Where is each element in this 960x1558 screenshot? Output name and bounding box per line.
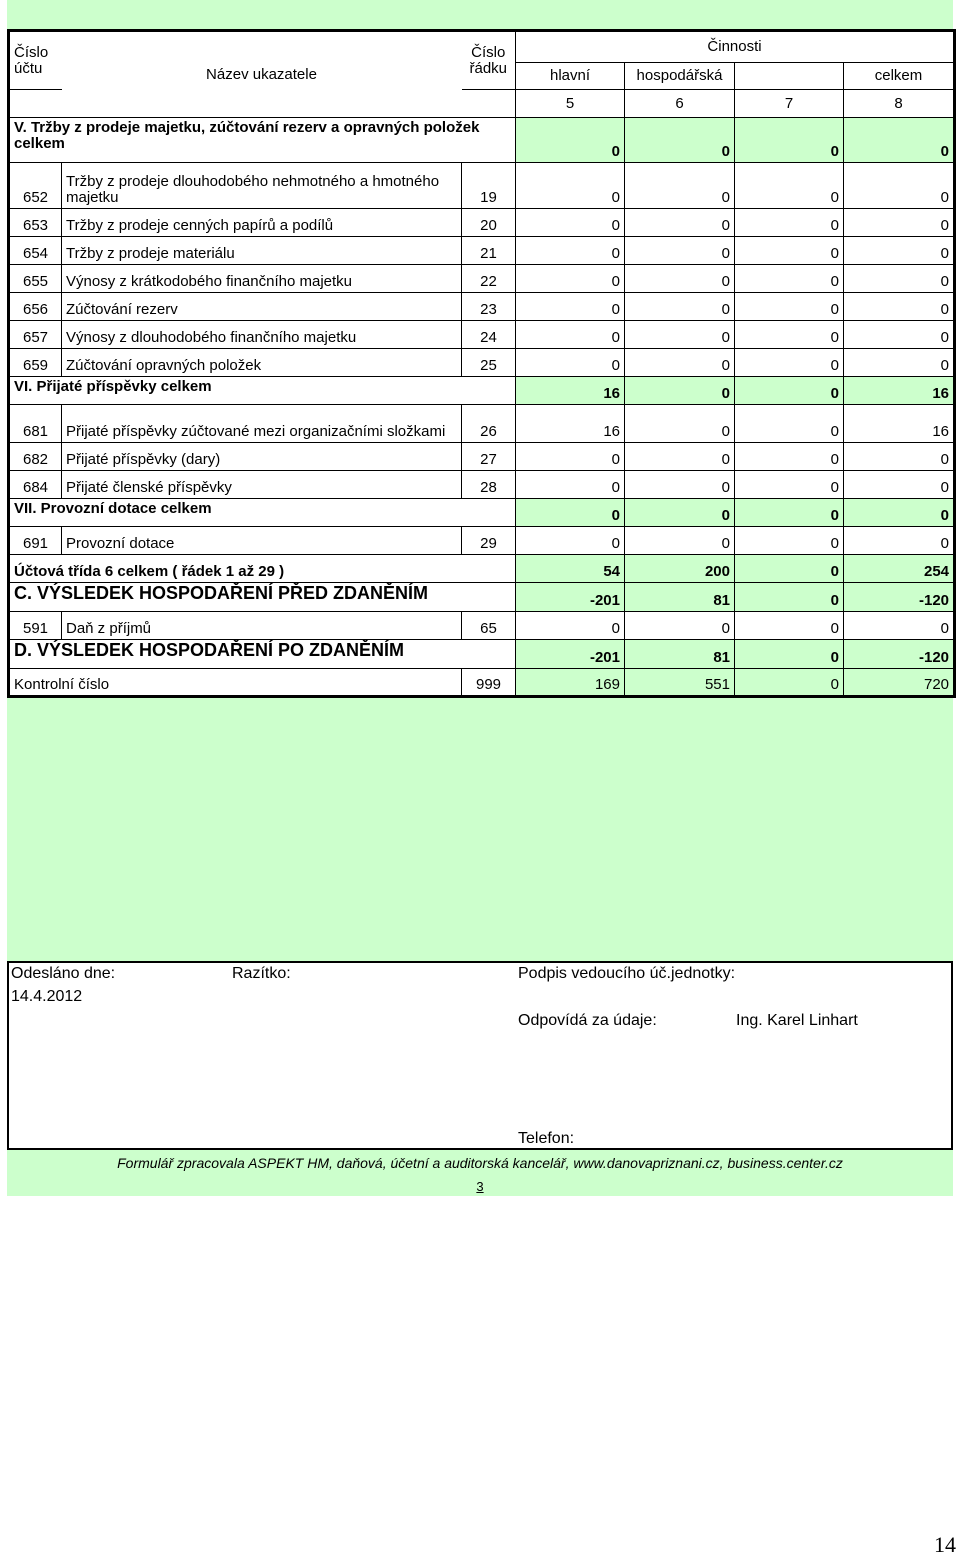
value-cell: 0 [844,499,955,527]
value-cell: 0 [844,612,955,640]
signature-box [7,961,953,1150]
financial-table [7,29,956,698]
value-cell: 0 [516,471,625,499]
row-label: Tržby z prodeje cenných papírů a podílů [62,209,462,237]
account-number: 653 [9,209,62,237]
row-label: Přijaté příspěvky zúčtované mezi organizačními složkami [62,405,462,443]
col-number: 7 [735,90,844,118]
section-row [9,377,955,405]
total-label: Účtová třída 6 celkem ( řádek 1 až 29 ) [9,555,516,583]
row-number: 27 [462,443,516,471]
col-number: 8 [844,90,955,118]
value-cell: 16 [844,377,955,405]
account-number: 659 [9,349,62,377]
control-row [9,669,955,697]
value-cell: 0 [625,293,735,321]
value-cell: 0 [625,527,735,555]
name-col-header: Název ukazatele [62,31,462,118]
table-row [9,349,955,377]
value-cell: 0 [735,321,844,349]
value-cell: 0 [516,293,625,321]
table-body [9,31,955,697]
value-cell: -120 [844,583,955,612]
value-cell: 81 [625,640,735,669]
value-cell: 0 [844,443,955,471]
value-cell: 0 [844,527,955,555]
value-cell: 0 [735,612,844,640]
value-cell: 0 [735,527,844,555]
value-cell: 0 [516,321,625,349]
value-cell: 0 [735,499,844,527]
value-cell: 0 [625,471,735,499]
stamp-label: Razítko: [232,965,291,982]
row-number: 23 [462,293,516,321]
row-col-blank [462,90,516,118]
value-cell: 0 [844,349,955,377]
value-cell: 81 [625,583,735,612]
value-cell: 0 [516,443,625,471]
value-cell: 0 [516,237,625,265]
row-number: 21 [462,237,516,265]
value-cell: -201 [516,583,625,612]
sent-label: Odesláno dne: [11,965,116,982]
value-cell: 0 [735,293,844,321]
value-cell: 0 [625,265,735,293]
row-label: Přijaté členské příspěvky [62,471,462,499]
sent-date: 14.4.2012 [11,988,83,1005]
value-cell: 0 [735,443,844,471]
value-cell: 0 [625,349,735,377]
value-cell: 0 [625,237,735,265]
table-row [9,265,955,293]
account-number: 655 [9,265,62,293]
table-row [9,237,955,265]
form-footnote: Formulář zpracovala ASPEKT HM, daňová, účetní a auditorská kancelář, www.danovapriznani.cz, business.center.cz [117,1155,843,1171]
result-row [9,640,955,669]
value-cell: 54 [516,555,625,583]
value-cell: 0 [735,118,844,163]
row-number: 19 [462,163,516,209]
table-row [9,163,955,209]
activity-economic-header: hospodářská [625,63,735,90]
account-number: 681 [9,405,62,443]
table-row [9,293,955,321]
value-cell: 0 [735,583,844,612]
value-cell: 0 [735,471,844,499]
value-cell: 0 [735,405,844,443]
account-col-header: Číslo účtu [9,31,62,90]
activities-header: Činnosti [516,31,955,63]
row-label: Výnosy z dlouhodobého finančního majetku [62,321,462,349]
account-number: 682 [9,443,62,471]
value-cell: 0 [844,118,955,163]
value-cell: 551 [625,669,735,697]
value-cell: 0 [844,209,955,237]
value-cell: 0 [625,209,735,237]
table-row [9,471,955,499]
activity-main-header: hlavní [516,63,625,90]
value-cell: 0 [516,118,625,163]
section-row [9,118,955,163]
account-number: 652 [9,163,62,209]
row-label: Zúčtování opravných položek [62,349,462,377]
account-col-blank [9,90,62,118]
row-label: Zúčtování rezerv [62,293,462,321]
value-cell: 16 [516,405,625,443]
section-label: V. Tržby z prodeje majetku, zúčtování rezerv a opravných položek celkem [9,118,516,163]
responsible-name: Ing. Karel Linhart [736,1012,858,1029]
value-cell: 16 [516,377,625,405]
responsible-label: Odpovídá za údaje: [518,1012,657,1029]
row-number: 26 [462,405,516,443]
row-label: Tržby z prodeje materiálu [62,237,462,265]
value-cell: 0 [625,405,735,443]
value-cell: 0 [844,293,955,321]
row-label: Daň z příjmů [62,612,462,640]
value-cell: 0 [516,499,625,527]
value-cell: 0 [735,163,844,209]
value-cell: 0 [735,377,844,405]
value-cell: 0 [516,265,625,293]
result-label: D. VÝSLEDEK HOSPODAŘENÍ PO ZDANĚNÍM [9,640,516,669]
value-cell: 200 [625,555,735,583]
table-row [9,612,955,640]
value-cell: 254 [844,555,955,583]
account-number: 657 [9,321,62,349]
value-cell: 0 [844,163,955,209]
value-cell: 0 [625,377,735,405]
row-number: 29 [462,527,516,555]
table-row [9,209,955,237]
value-cell: 0 [625,321,735,349]
row-number: 65 [462,612,516,640]
row-number: 24 [462,321,516,349]
result-row [9,583,955,612]
row-number: 25 [462,349,516,377]
col-number: 5 [516,90,625,118]
col-number: 6 [625,90,735,118]
value-cell: -201 [516,640,625,669]
value-cell: 0 [516,612,625,640]
value-cell: 0 [625,163,735,209]
row-label: Výnosy z krátkodobého finančního majetku [62,265,462,293]
table-row [9,527,955,555]
section-row [9,499,955,527]
row-number: 28 [462,471,516,499]
value-cell: 0 [735,669,844,697]
account-number: 691 [9,527,62,555]
value-cell: 0 [844,265,955,293]
result-label: C. VÝSLEDEK HOSPODAŘENÍ PŘED ZDANĚNÍM [9,583,516,612]
section-label: VII. Provozní dotace celkem [9,499,516,527]
total-row [9,555,955,583]
value-cell: 16 [844,405,955,443]
value-cell: 0 [516,209,625,237]
header-row [9,31,955,63]
row-number: 20 [462,209,516,237]
section-label: VI. Přijaté příspěvky celkem [9,377,516,405]
value-cell: 0 [735,265,844,293]
value-cell: 0 [844,471,955,499]
value-cell: 0 [625,612,735,640]
sheet-page-number: 3 [476,1179,484,1194]
value-cell: 0 [735,209,844,237]
value-cell: 0 [625,118,735,163]
value-cell: 0 [844,237,955,265]
row-label: Kontrolní číslo [9,669,462,697]
activity-blank-header [735,63,844,90]
value-cell: 0 [735,349,844,377]
value-cell: -120 [844,640,955,669]
row-label: Provozní dotace [62,527,462,555]
value-cell: 0 [516,163,625,209]
value-cell: 720 [844,669,955,697]
row-label: Přijaté příspěvky (dary) [62,443,462,471]
page-number: 14 [934,1532,956,1557]
account-number: 656 [9,293,62,321]
value-cell: 0 [625,499,735,527]
activity-total-header: celkem [844,63,955,90]
row-number: 22 [462,265,516,293]
value-cell: 0 [735,555,844,583]
value-cell: 0 [735,640,844,669]
table-row [9,405,955,443]
account-number: 654 [9,237,62,265]
row-label: Tržby z prodeje dlouhodobého nehmotného a hmotného majetku [62,163,462,209]
phone-label: Telefon: [518,1130,575,1147]
value-cell: 0 [516,349,625,377]
head-signature-label: Podpis vedoucího úč.jednotky: [518,965,736,982]
row-number: 999 [462,669,516,697]
value-cell: 0 [625,443,735,471]
value-cell: 169 [516,669,625,697]
value-cell: 0 [516,527,625,555]
table-row [9,443,955,471]
account-number: 591 [9,612,62,640]
table-row [9,321,955,349]
value-cell: 0 [735,237,844,265]
value-cell: 0 [844,321,955,349]
row-col-header: Číslo řádku [462,31,516,90]
account-number: 684 [9,471,62,499]
